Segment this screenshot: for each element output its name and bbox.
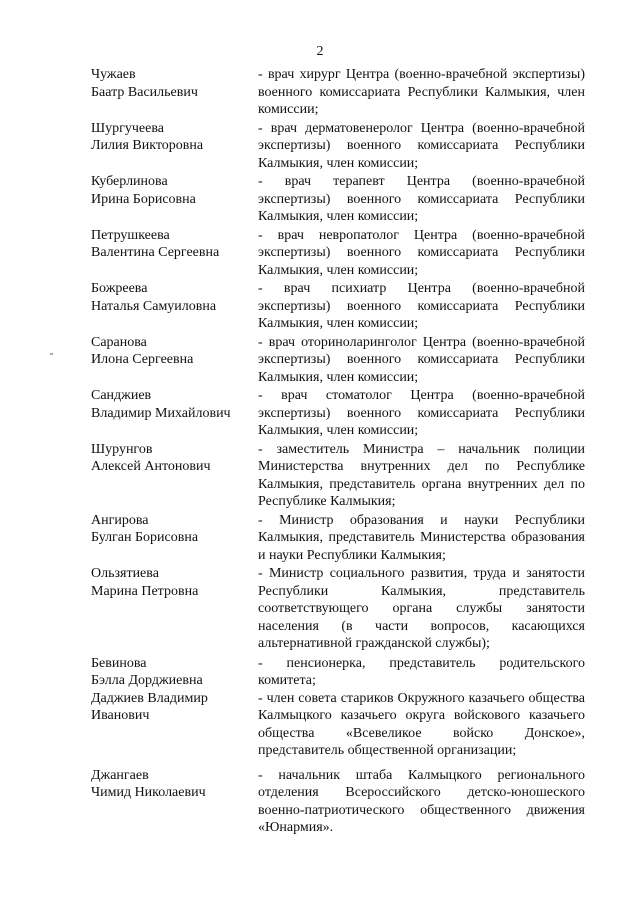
member-given-names: Владимир Михайлович bbox=[91, 405, 231, 421]
member-given-names: Марина Петровна bbox=[91, 583, 199, 599]
member-entry bbox=[91, 280, 585, 333]
member-entry bbox=[91, 512, 585, 565]
member-entry bbox=[91, 120, 585, 173]
member-role: - врач стоматолог Центра (военно-врачебной экспертизы) военного комиссариата Республики Калмыкия, член комиссии; bbox=[258, 388, 585, 438]
member-name bbox=[91, 565, 258, 653]
member-role: - врач хирург Центра (военно-врачебной экспертизы) военного комиссариата Республики Калмыкия, член комиссии; bbox=[258, 67, 585, 117]
member-name bbox=[91, 512, 258, 565]
member-surname: Чужаев bbox=[91, 67, 136, 82]
member-role: - врач терапевт Центра (военно-врачебной экспертизы) военного комиссариата Республики Калмыкия, член комиссии; bbox=[258, 174, 585, 224]
member-name bbox=[91, 173, 258, 226]
member-role: - Министр образования и науки Республики Калмыкия, представитель Министерства образования и науки Республики Калмыкия; bbox=[258, 512, 585, 563]
member-surname: Куберлинова bbox=[91, 174, 168, 189]
commission-members-list bbox=[91, 66, 585, 837]
member-surname: Джангаев bbox=[91, 767, 149, 783]
member-given-names: Иванович bbox=[91, 708, 150, 723]
member-entry bbox=[91, 387, 585, 440]
member-name bbox=[91, 66, 258, 119]
member-role: - пенсионерка, представитель родительского комитета; bbox=[258, 655, 585, 688]
margin-mark bbox=[50, 353, 53, 355]
member-entry bbox=[91, 690, 585, 760]
member-entry bbox=[91, 655, 585, 690]
member-entry bbox=[91, 334, 585, 387]
member-name bbox=[91, 227, 258, 280]
member-name bbox=[91, 767, 258, 837]
member-surname: Шурунгов bbox=[91, 441, 153, 457]
member-name bbox=[91, 334, 258, 387]
member-surname: Саранова bbox=[91, 334, 147, 350]
member-surname: Шургучеева bbox=[91, 120, 164, 136]
member-given-names: Валентина Сергеевна bbox=[91, 245, 220, 260]
member-role: - заместитель Министра – начальник полиции Министерства внутренних дел по Республике Калмыкия, представитель органа внутренних дел по Республике Калмыкия; bbox=[258, 441, 585, 509]
member-entry bbox=[91, 66, 585, 119]
member-surname: Ангирова bbox=[91, 512, 149, 528]
member-given-names: Наталья Самуиловна bbox=[91, 298, 217, 314]
member-given-names: Баатр Васильевич bbox=[91, 84, 198, 100]
member-name bbox=[91, 387, 258, 440]
member-role: - врач невропатолог Центра (военно-врачебной экспертизы) военного комиссариата Республики Калмыкия, член комиссии; bbox=[258, 227, 585, 278]
member-role: - врач дерматовенеролог Центра (военно-врачебной экспертизы) военного комиссариата Республики Калмыкия, член комиссии; bbox=[258, 120, 585, 171]
member-given-names: Булган Борисовна bbox=[91, 530, 199, 545]
member-surname: Даджиев Владимир bbox=[91, 690, 208, 706]
page-number: 2 bbox=[316, 44, 324, 59]
member-surname: Бевинова bbox=[91, 655, 147, 671]
member-name bbox=[91, 120, 258, 173]
member-role: - Министр социального развития, труда и занятости Республики Калмыкия, представитель соответствующего органа службы занятости населения (в части вопросов, касающихся альтернативной гражданской службы); bbox=[258, 566, 585, 651]
member-name bbox=[91, 690, 258, 760]
member-entry bbox=[91, 565, 585, 653]
member-name bbox=[91, 441, 258, 511]
member-given-names: Ирина Борисовна bbox=[91, 191, 196, 207]
member-role: - врач оториноларинголог Центра (военно-врачебной экспертизы) военного комиссариата Республики Калмыкия, член комиссии; bbox=[258, 334, 585, 385]
member-given-names: Илона Сергеевна bbox=[91, 352, 194, 367]
member-surname: Ользятиева bbox=[91, 566, 159, 581]
member-role: - врач психиатр Центра (военно-врачебной экспертизы) военного комиссариата Республики Калмыкия, член комиссии; bbox=[258, 281, 585, 331]
member-name bbox=[91, 280, 258, 333]
member-role: - начальник штаба Калмыцкого регионального отделения Всероссийского детско-юношеского военно-патриотического общественного движения «Юнармия». bbox=[258, 767, 585, 835]
member-given-names: Лилия Викторовна bbox=[91, 138, 204, 153]
member-entry bbox=[91, 227, 585, 280]
member-entry bbox=[91, 173, 585, 226]
member-given-names: Чимид Николаевич bbox=[91, 785, 206, 800]
member-entry bbox=[91, 441, 585, 511]
member-entry bbox=[91, 767, 585, 837]
member-role: - член совета стариков Окружного казачьего общества Калмыцкого казачьего округа войскового казачьего общества «Всевеликое войско Донское», представитель общественной организации; bbox=[258, 690, 585, 758]
member-surname: Санджиев bbox=[91, 388, 152, 403]
member-surname: Петрушкеева bbox=[91, 227, 170, 243]
member-given-names: Алексей Антонович bbox=[91, 459, 211, 474]
member-surname: Божреева bbox=[91, 281, 148, 296]
member-given-names: Бэлла Дорджиевна bbox=[91, 673, 203, 688]
member-name bbox=[91, 655, 258, 690]
